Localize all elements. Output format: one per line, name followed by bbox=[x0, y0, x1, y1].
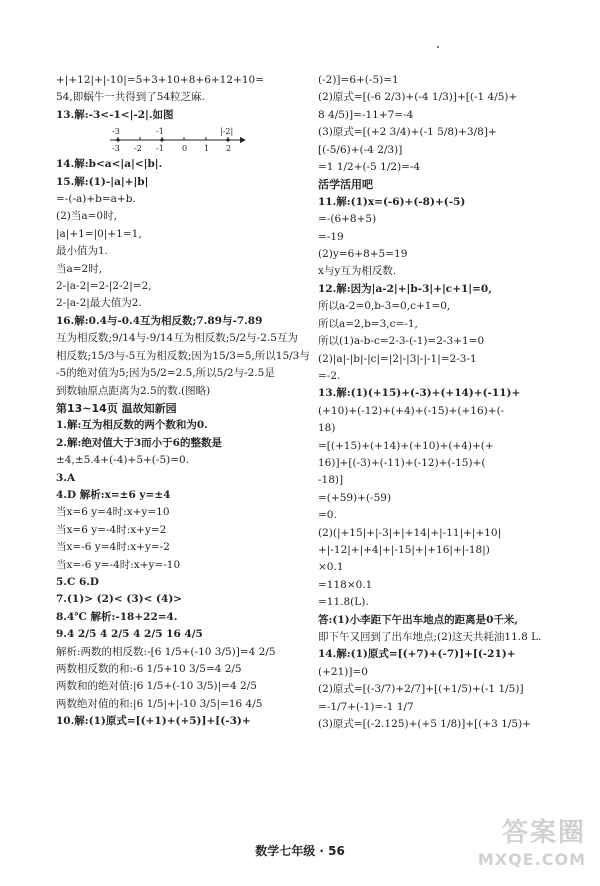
text-line: 5.C 6.D bbox=[56, 575, 100, 588]
text-line: 7.(1)> (2)< (3)< (4)> bbox=[56, 593, 183, 606]
text-line: [(-5/6)+(-4 2/3)] bbox=[318, 143, 403, 156]
text-line: 即下午又回到了出车地点;(2)这天共耗油11.8 L. bbox=[318, 631, 542, 643]
text-line: ±4,±5.4+(-4)+5+(-5)=0. bbox=[56, 454, 190, 467]
speck bbox=[437, 46, 439, 48]
text-line: 16.解:0.4与-0.4互为相反数;7.89与-7.89 bbox=[56, 314, 263, 327]
text-line: x与y互为相反数. bbox=[318, 265, 397, 278]
text-line: 15.解:(1)-|a|+|b| bbox=[56, 175, 149, 188]
text-line: (-2)]=6+(-5)=1 bbox=[318, 74, 399, 86]
text-line: (2)原式=[(-6 2/3)+(-4 1/3)]+[(-1 4/5)+ bbox=[318, 91, 518, 104]
text-line: 2-|a-2|=2-|2-2|=2, bbox=[56, 280, 152, 293]
text-line: 4.D 解析:x=±6 y=±4 bbox=[56, 488, 171, 501]
left-column bbox=[56, 72, 310, 731]
top-label: |-2| bbox=[220, 127, 234, 137]
text-line: 13.解:(1)(+15)+(-3)+(+14)+(-11)+ bbox=[318, 387, 521, 400]
text-line: 1.解:互为相反数的两个数和为0. bbox=[56, 419, 208, 432]
text-line: (3)原式=[(-2.125)+(+5 1/8)]+[(+3 1/5)+ bbox=[318, 718, 531, 731]
text-line: 所以(1)a-b-c=2-3-(-1)=2-3+1=0 bbox=[318, 335, 485, 348]
text-line: (2)原式=[(-3/7)+2/7]+[(+1/5)+(-1 1/5)] bbox=[318, 683, 524, 696]
text-line: -18)] bbox=[318, 474, 344, 487]
text-line: 到数轴原点距离为2.5的数.(图略) bbox=[56, 384, 211, 397]
text-line: 互为相反数;9/14与-9/14互为相反数;5/2与-2.5互为 bbox=[56, 332, 298, 345]
text-line: 当a=2时, bbox=[56, 262, 103, 275]
text-line: 两数绝对值的和:|6 1/5|+|-10 3/5|=16 4/5 bbox=[56, 697, 263, 710]
text-line: 12.解:因为|a-2|+|b-3|+|c+1|=0, bbox=[318, 282, 492, 295]
text-line: 最小值为1. bbox=[56, 245, 109, 258]
text-line: (2)y=6+8+5=19 bbox=[318, 248, 408, 261]
tick-label: 1 bbox=[204, 144, 210, 154]
text-line: 答:(1)小李距下午出车地点的距离是0千米, bbox=[318, 613, 519, 626]
watermark-text: 答案圈 bbox=[501, 818, 586, 848]
text-line: 当x=6 y=-4时:x+y=2 bbox=[56, 523, 167, 536]
text-line: =11.8(L). bbox=[318, 596, 369, 609]
text-line: 10.解:(1)原式=[(+1)+(+5)]+[(-3)+ bbox=[56, 715, 251, 728]
text-line: =118×0.1 bbox=[318, 578, 373, 591]
text-line: 当x=-6 y=4时:x+y=-2 bbox=[56, 541, 170, 554]
text-line: =1 1/2+(-5 1/2)=-4 bbox=[318, 161, 421, 174]
text-line: 两数相反数的和:-6 1/5+10 3/5=4 2/5 bbox=[56, 663, 242, 675]
text-line: 相反数;15/3与-5互为相反数;因为15/3=5,所以15/3与 bbox=[56, 349, 310, 362]
text-line: =-(-a)+b=a+b. bbox=[56, 193, 136, 206]
text-line: =(+59)+(-59) bbox=[318, 491, 392, 504]
number-line-figure bbox=[108, 126, 306, 154]
text-line: 所以a=2,b=3,c=-1, bbox=[318, 317, 418, 330]
section-heading: 活学活用吧 bbox=[318, 178, 373, 192]
text-line: ×0.1 bbox=[318, 561, 344, 574]
number-line-svg bbox=[108, 126, 258, 154]
text-line: 当x=6 y=4时:x+y=10 bbox=[56, 506, 170, 519]
tick-label: -1 bbox=[156, 144, 164, 154]
text-line: 2-|a-2|最大值为2. bbox=[56, 297, 142, 310]
tick-label: -2 bbox=[134, 144, 142, 154]
top-label: -1 bbox=[156, 127, 164, 137]
text-line: 2.解:绝对值大于3而小于6的整数是 bbox=[56, 436, 222, 449]
text-line: 8.4℃ 解析:-18+22=4. bbox=[56, 610, 178, 623]
text-line: =-1/7+(-1)=-1 1/7 bbox=[318, 700, 414, 713]
text-line: (3)原式=[(+2 3/4)+(-1 5/8)+3/8]+ bbox=[318, 126, 497, 139]
section-heading: 第13~14页 温故知新园 bbox=[56, 401, 177, 415]
text-line: 16)]+[(-3)+(-11)+(-12)+(-15)+( bbox=[318, 456, 486, 469]
text-line: =[(+15)+(+14)+(+10)+(+4)+(+ bbox=[318, 439, 494, 452]
tick-label: 0 bbox=[182, 144, 188, 154]
text-line: (+10)+(-12)+(+4)+(-15)+(+16)+(- bbox=[318, 404, 505, 417]
text-line: 所以a-2=0,b-3=0,c+1=0, bbox=[318, 300, 451, 313]
text-line: 解析:两数的相反数:-[6 1/5+(-10 3/5)]=4 2/5 bbox=[56, 645, 276, 658]
watermark-logo bbox=[470, 808, 590, 880]
text-line: 14.解:(1)原式=[(+7)+(-7)]+[(-21)+ bbox=[318, 648, 516, 661]
text-line: 13.解:-3<-1<|-2|.如图 bbox=[56, 108, 174, 121]
text-line: +|-12|+|+4|+|-15|+|+16|+|-18|) bbox=[318, 543, 490, 556]
top-label: -3 bbox=[112, 127, 120, 137]
text-line: =0. bbox=[318, 509, 337, 522]
text-line: 54,即蜗牛一共得到了54粒芝麻. bbox=[56, 91, 205, 104]
text-line: (+21)]=0 bbox=[318, 665, 368, 678]
text-line: 14.解:b<a<|a|<|b|. bbox=[56, 158, 163, 171]
text-line: =-2. bbox=[318, 369, 341, 382]
tick-label: 2 bbox=[226, 144, 232, 154]
text-line: 3.A bbox=[56, 471, 76, 484]
watermark-url: MXQE.COM bbox=[477, 850, 586, 869]
tick-label: -3 bbox=[112, 144, 120, 154]
right-column bbox=[318, 72, 580, 733]
text-line: 8 4/5)]=-11+7=-4 bbox=[318, 108, 414, 121]
text-line: 9.4 2/5 4 2/5 4 2/5 16 4/5 bbox=[56, 628, 203, 641]
text-line: 当x=-6 y=-4时:x+y=-10 bbox=[56, 558, 181, 571]
text-line: (2)(|+15|+|-3|+|+14|+|-11|+|+10| bbox=[318, 526, 502, 539]
text-line: -5的绝对值为5;因为5/2=2.5,所以5/2与-2.5是 bbox=[56, 367, 275, 380]
text-line: =-(6+8+5) bbox=[318, 213, 377, 226]
text-line: =-19 bbox=[318, 230, 344, 243]
text-line: +|+12|+|-10|=5+3+10+8+6+12+10= bbox=[56, 74, 265, 86]
text-line: |a|+1=|0|+1=1, bbox=[56, 227, 142, 240]
text-line: 两数和的绝对值:|6 1/5+(-10 3/5)|=4 2/5 bbox=[56, 680, 257, 693]
text-line: (2)当a=0时, bbox=[56, 210, 117, 223]
text-line: 11.解:(1)x=(-6)+(-8)+(-5) bbox=[318, 195, 466, 208]
text-line: (2)|a|-|b|-|c|=|2|-|3|-|-1|=2-3-1 bbox=[318, 352, 477, 365]
text-line: 18) bbox=[318, 422, 336, 435]
page-footer: 数学七年级 · 56 bbox=[255, 844, 345, 858]
